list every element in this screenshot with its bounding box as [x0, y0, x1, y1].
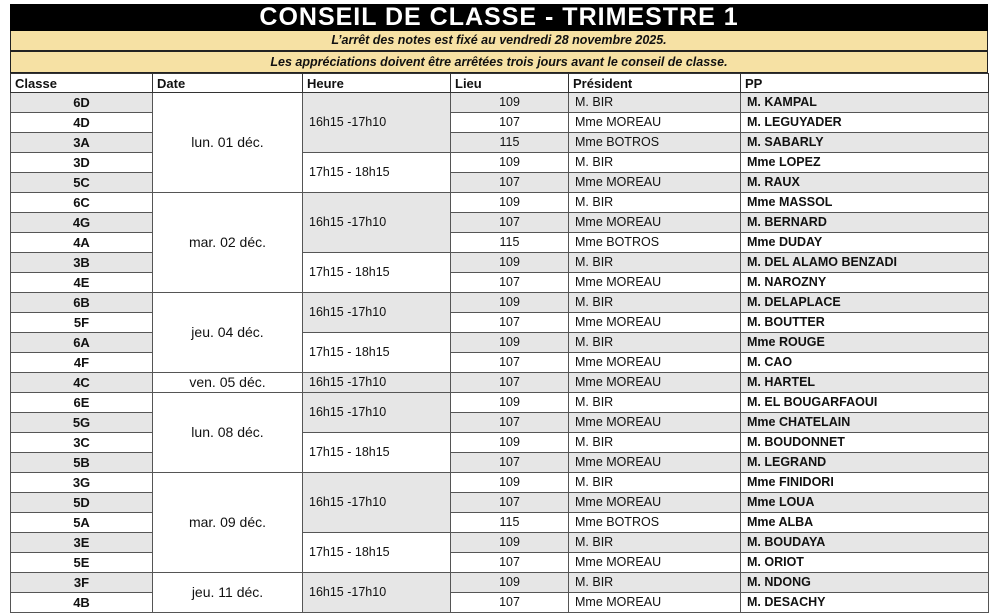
- cell-pp: M. DESACHY: [741, 593, 989, 613]
- cell-president: Mme MOREAU: [569, 593, 741, 613]
- table-row: [11, 473, 989, 493]
- cell-classe: 5D: [11, 493, 153, 513]
- cell-heure: 16h15 -17h10: [303, 373, 451, 393]
- cell-lieu: 107: [451, 173, 569, 193]
- cell-pp: M. EL BOUGARFAOUI: [741, 393, 989, 413]
- cell-heure: 17h15 - 18h15: [303, 253, 451, 293]
- cell-lieu: 109: [451, 333, 569, 353]
- cell-pp: Mme ALBA: [741, 513, 989, 533]
- cell-date: jeu. 04 déc.: [153, 293, 303, 373]
- cell-pp: Mme ROUGE: [741, 333, 989, 353]
- cell-president: M. BIR: [569, 393, 741, 413]
- cell-president: M. BIR: [569, 153, 741, 173]
- cell-president: Mme MOREAU: [569, 173, 741, 193]
- cell-president: Mme MOREAU: [569, 273, 741, 293]
- cell-lieu: 115: [451, 133, 569, 153]
- cell-lieu: 115: [451, 233, 569, 253]
- cell-classe: 3C: [11, 433, 153, 453]
- cell-classe: 5C: [11, 173, 153, 193]
- header-classe: Classe: [11, 74, 153, 93]
- cell-heure: 16h15 -17h10: [303, 393, 451, 433]
- cell-classe: 6A: [11, 333, 153, 353]
- cell-classe: 6D: [11, 93, 153, 113]
- cell-pp: M. SABARLY: [741, 133, 989, 153]
- cell-heure: 16h15 -17h10: [303, 473, 451, 533]
- cell-heure: 16h15 -17h10: [303, 573, 451, 613]
- cell-president: Mme BOTROS: [569, 513, 741, 533]
- cell-president: M. BIR: [569, 533, 741, 553]
- cell-pp: Mme CHATELAIN: [741, 413, 989, 433]
- cell-lieu: 107: [451, 373, 569, 393]
- table-row: [11, 293, 989, 313]
- cell-classe: 4E: [11, 273, 153, 293]
- cell-classe: 3E: [11, 533, 153, 553]
- schedule-document: [10, 4, 988, 613]
- cell-president: M. BIR: [569, 433, 741, 453]
- cell-president: M. BIR: [569, 473, 741, 493]
- cell-president: M. BIR: [569, 93, 741, 113]
- schedule-table: [10, 73, 989, 613]
- cell-president: Mme MOREAU: [569, 453, 741, 473]
- cell-classe: 4C: [11, 373, 153, 393]
- cell-president: Mme MOREAU: [569, 353, 741, 373]
- header-president: Président: [569, 74, 741, 93]
- table-row: [11, 393, 989, 413]
- cell-pp: Mme MASSOL: [741, 193, 989, 213]
- cell-lieu: 107: [451, 273, 569, 293]
- cell-lieu: 107: [451, 113, 569, 133]
- cell-lieu: 107: [451, 553, 569, 573]
- cell-heure: 17h15 - 18h15: [303, 153, 451, 193]
- cell-pp: M. RAUX: [741, 173, 989, 193]
- header-heure: Heure: [303, 74, 451, 93]
- cell-date: ven. 05 déc.: [153, 373, 303, 393]
- cell-pp: M. BOUDONNET: [741, 433, 989, 453]
- cell-president: Mme MOREAU: [569, 373, 741, 393]
- cell-classe: 5G: [11, 413, 153, 433]
- cell-lieu: 107: [451, 593, 569, 613]
- cell-lieu: 109: [451, 393, 569, 413]
- cell-classe: 5E: [11, 553, 153, 573]
- cell-heure: 17h15 - 18h15: [303, 533, 451, 573]
- cell-lieu: 107: [451, 453, 569, 473]
- cell-pp: Mme LOPEZ: [741, 153, 989, 173]
- cell-pp: Mme LOUA: [741, 493, 989, 513]
- cell-pp: M. ORIOT: [741, 553, 989, 573]
- cell-president: M. BIR: [569, 333, 741, 353]
- cell-date: jeu. 11 déc.: [153, 573, 303, 613]
- cell-heure: 17h15 - 18h15: [303, 433, 451, 473]
- cell-president: Mme BOTROS: [569, 233, 741, 253]
- cell-lieu: 107: [451, 313, 569, 333]
- cell-president: M. BIR: [569, 253, 741, 273]
- cell-classe: 6B: [11, 293, 153, 313]
- appreciations-deadline: Les appréciations doivent être arrêtées trois jours avant le conseil de classe.: [10, 51, 988, 73]
- cell-heure: 17h15 - 18h15: [303, 333, 451, 373]
- cell-president: M. BIR: [569, 193, 741, 213]
- cell-classe: 3B: [11, 253, 153, 273]
- cell-lieu: 109: [451, 433, 569, 453]
- cell-date: lun. 01 déc.: [153, 93, 303, 193]
- cell-president: Mme MOREAU: [569, 213, 741, 233]
- page-title: CONSEIL DE CLASSE - TRIMESTRE 1: [10, 4, 988, 31]
- cell-pp: M. BERNARD: [741, 213, 989, 233]
- schedule-body: [11, 93, 989, 613]
- cell-pp: Mme DUDAY: [741, 233, 989, 253]
- cell-president: Mme MOREAU: [569, 553, 741, 573]
- cell-date: mar. 02 déc.: [153, 193, 303, 293]
- table-row: [11, 193, 989, 213]
- cell-lieu: 107: [451, 353, 569, 373]
- cell-classe: 4B: [11, 593, 153, 613]
- cell-pp: M. DELAPLACE: [741, 293, 989, 313]
- cell-heure: 16h15 -17h10: [303, 193, 451, 253]
- table-row: [11, 373, 989, 393]
- cell-pp: M. HARTEL: [741, 373, 989, 393]
- cell-classe: 3A: [11, 133, 153, 153]
- cell-president: Mme MOREAU: [569, 113, 741, 133]
- cell-lieu: 109: [451, 193, 569, 213]
- cell-lieu: 107: [451, 493, 569, 513]
- cell-pp: M. BOUDAYA: [741, 533, 989, 553]
- notes-deadline: L’arrêt des notes est fixé au vendredi 28 novembre 2025.: [10, 31, 988, 51]
- cell-pp: M. KAMPAL: [741, 93, 989, 113]
- cell-heure: 16h15 -17h10: [303, 293, 451, 333]
- cell-lieu: 109: [451, 153, 569, 173]
- header-pp: PP: [741, 74, 989, 93]
- cell-date: mar. 09 déc.: [153, 473, 303, 573]
- cell-lieu: 109: [451, 573, 569, 593]
- cell-lieu: 109: [451, 533, 569, 553]
- cell-classe: 5B: [11, 453, 153, 473]
- cell-pp: Mme FINIDORI: [741, 473, 989, 493]
- cell-president: Mme MOREAU: [569, 493, 741, 513]
- cell-pp: M. NAROZNY: [741, 273, 989, 293]
- cell-classe: 4A: [11, 233, 153, 253]
- cell-lieu: 107: [451, 213, 569, 233]
- cell-pp: M. LEGUYADER: [741, 113, 989, 133]
- cell-pp: M. LEGRAND: [741, 453, 989, 473]
- cell-classe: 4G: [11, 213, 153, 233]
- cell-classe: 4F: [11, 353, 153, 373]
- cell-pp: M. DEL ALAMO BENZADI: [741, 253, 989, 273]
- cell-lieu: 109: [451, 473, 569, 493]
- cell-classe: 5F: [11, 313, 153, 333]
- cell-lieu: 115: [451, 513, 569, 533]
- cell-heure: 16h15 -17h10: [303, 93, 451, 153]
- cell-president: M. BIR: [569, 293, 741, 313]
- cell-president: Mme MOREAU: [569, 413, 741, 433]
- cell-lieu: 109: [451, 93, 569, 113]
- cell-classe: 6E: [11, 393, 153, 413]
- header-lieu: Lieu: [451, 74, 569, 93]
- cell-classe: 3F: [11, 573, 153, 593]
- cell-lieu: 107: [451, 413, 569, 433]
- cell-lieu: 109: [451, 293, 569, 313]
- cell-classe: 5A: [11, 513, 153, 533]
- table-row: [11, 93, 989, 113]
- cell-classe: 6C: [11, 193, 153, 213]
- header-date: Date: [153, 74, 303, 93]
- cell-classe: 3D: [11, 153, 153, 173]
- table-row: [11, 573, 989, 593]
- cell-date: lun. 08 déc.: [153, 393, 303, 473]
- cell-pp: M. CAO: [741, 353, 989, 373]
- cell-president: M. BIR: [569, 573, 741, 593]
- table-header-row: [11, 74, 989, 93]
- cell-president: Mme MOREAU: [569, 313, 741, 333]
- cell-classe: 3G: [11, 473, 153, 493]
- cell-president: Mme BOTROS: [569, 133, 741, 153]
- cell-pp: M. NDONG: [741, 573, 989, 593]
- cell-classe: 4D: [11, 113, 153, 133]
- cell-pp: M. BOUTTER: [741, 313, 989, 333]
- cell-lieu: 109: [451, 253, 569, 273]
